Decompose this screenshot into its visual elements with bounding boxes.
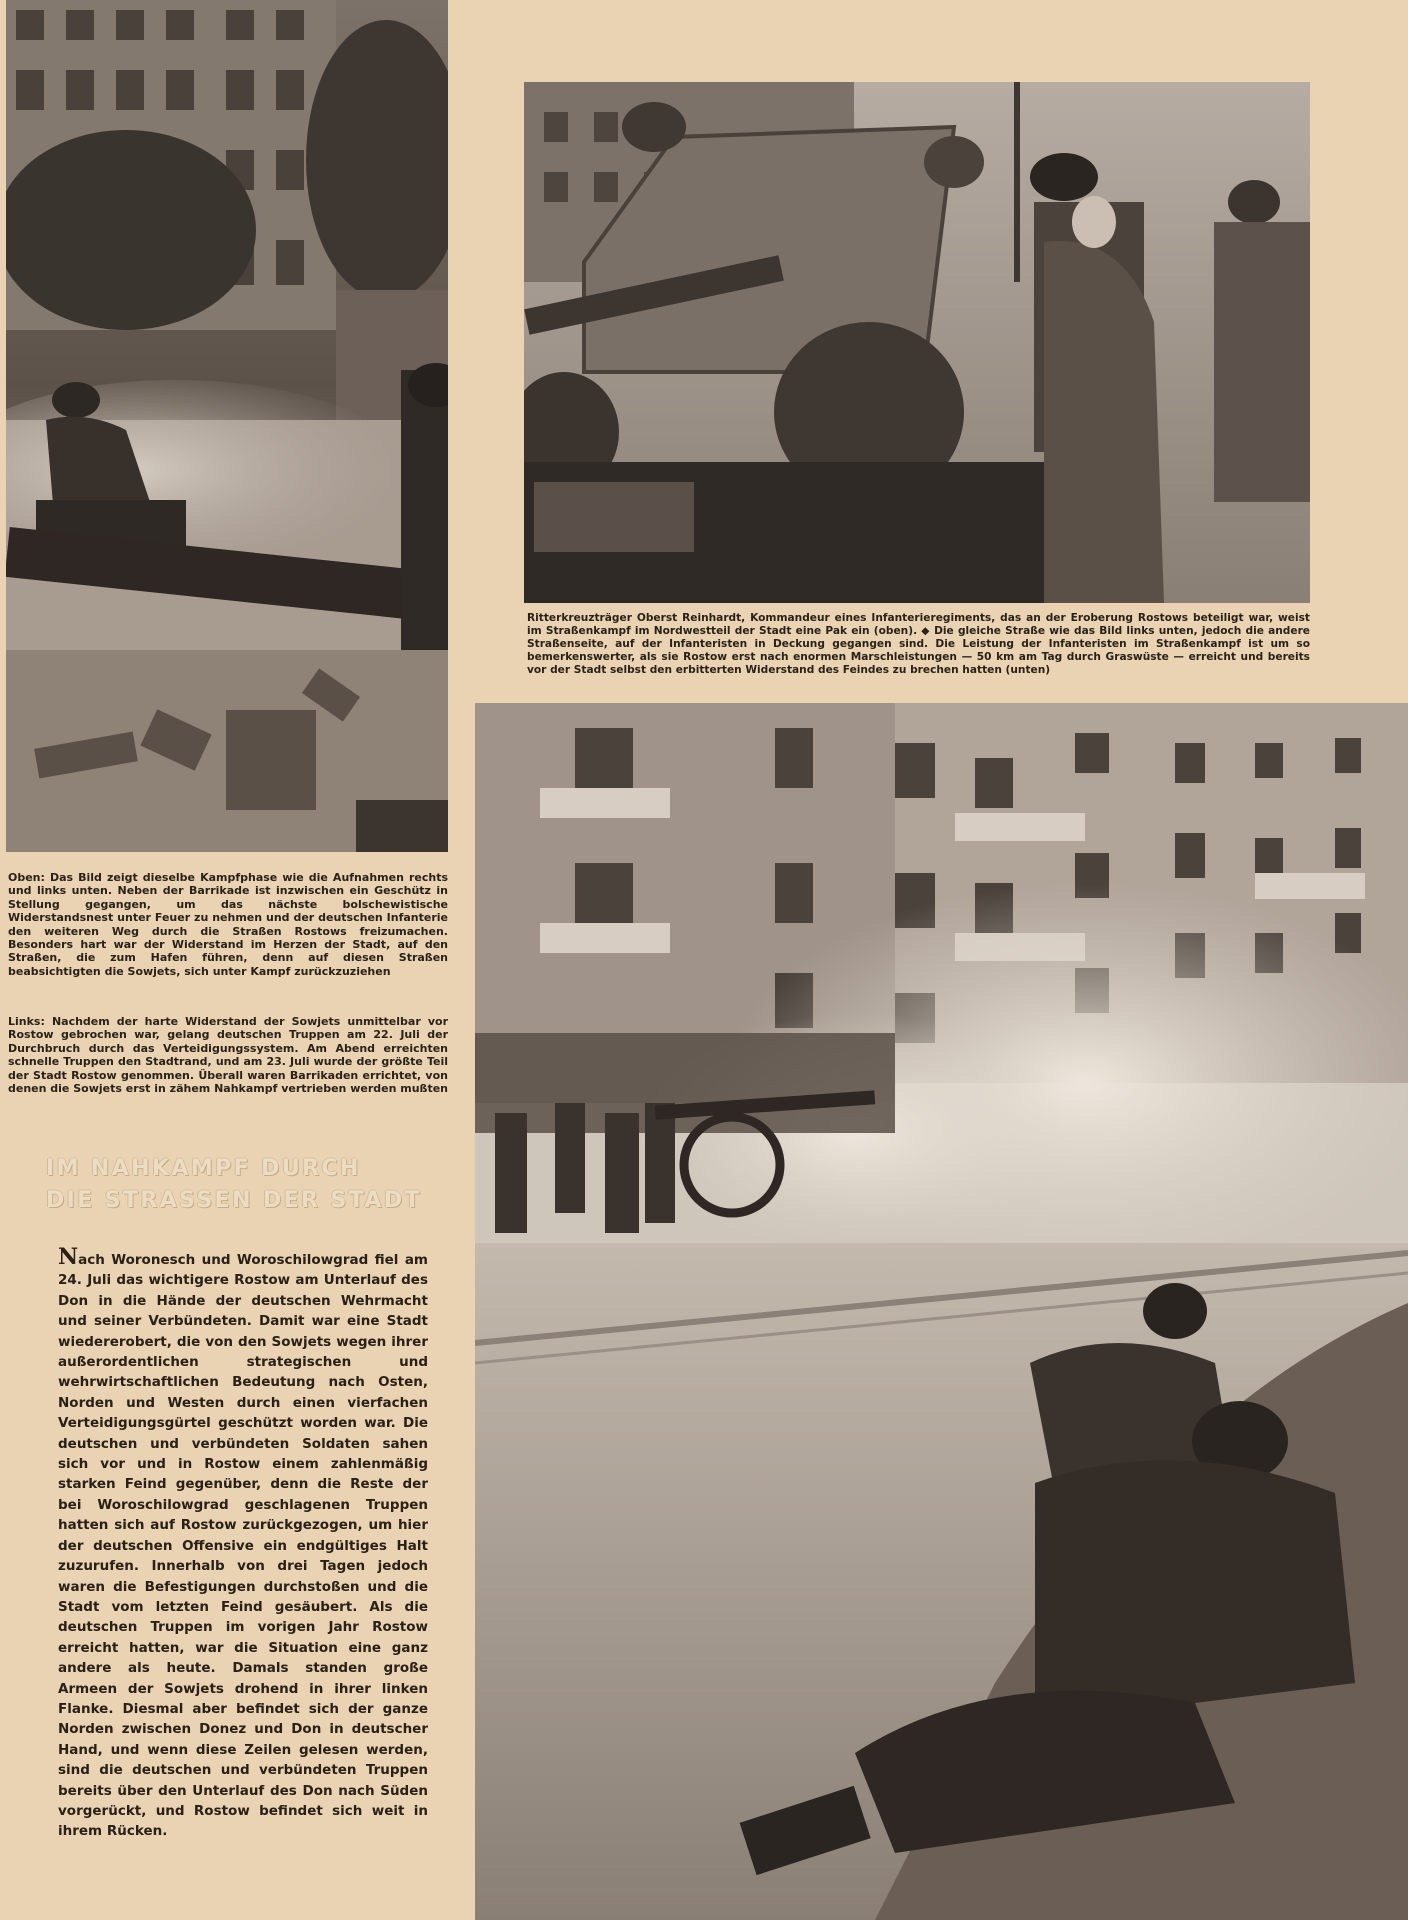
article-headline — [46, 1153, 446, 1217]
photo-barricade — [6, 0, 448, 852]
caption-oben: Oben: Das Bild zeigt dieselbe Kampfphase wie die Aufnahmen rechts und links unten. Neben der Barrikade ist inzwischen ein Geschütz in Stellung gegangen, um das nächste bolschewistische Widerstandsnest unter Feuer zu nehmen und der deutschen Infanterie den weiteren Weg durch die Straßen Rostows freizumachen. Besonders hart war der Widerstand im Herzen der Stadt, auf den Straßen, die zum Hafen führen, denn auf diesen Straßen beabsichtigten die Sowjets, sich unter Kampf zurückzuziehen — [8, 871, 448, 978]
article-body — [58, 1244, 428, 1842]
caption-top-right: Ritterkreuzträger Oberst Reinhardt, Kommandeur eines Infanterieregiments, das an der Eroberung Rostows beteiligt war, weist im Straßenkampf im Nordwestteil der Stadt eine Pak ein (oben). ◆ Die gleiche Straße wie das Bild links unten, jedoch die andere Straßenseite, auf der Infanteristen in Deckung gegangen sind. Die Leistung der Infanteristen im Straßenkampf ist um so bemerkenswerter, als sie Rostow erst nach enormen Marschleistungen — 50 km am Tag durch Graswüste — erreicht und bereits vor der Stadt selbst den erbitterten Widerstand des Feindes zu brechen hatten (unten) — [527, 612, 1310, 676]
article-text: ach Woronesch und Woroschilowgrad fiel am 24. Juli das wichtigere Rostow am Unterlauf des Don in die Hände der deutschen Wehrmacht und seiner Verbündeten. Damit war eine Stadt wiedererobert, die von den Sowjets wegen ihrer außerordentlichen strategischen und wehrwirtschaftlichen Bedeutung nach Osten, Norden und Westen durch einen vierfachen Verteidigungsgürtel geschützt worden war. Die deutschen und verbündeten Soldaten sahen sich vor und in Rostow einem zahlenmäßig starken Feind gegenüber, denn die Reste der bei Woroschilowgrad geschlagenen Truppen hatten sich auf Rostow zurückgezogen, um hier der deutschen Offensive ein endgültiges Halt zuzurufen. Innerhalb von drei Tagen jedoch waren die Befestigungen durchstoßen und die Stadt vom letzten Feind gesäubert. Als die deutschen Truppen im vorigen Jahr Rostow erreicht hatten, war die Situation eine ganz andere als heute. Damals standen große Armeen der Sowjets drohend in ihrer linken Flanke. Diesmal aber befindet sich der ganze Norden zwischen Donez und Don in deutscher Hand, und wenn diese Zeilen gelesen werden, sind die deutschen und verbündeten Truppen bereits über den Unterlauf des Don nach Süden vorgerückt, und Rostow befindet sich weit in ihrem Rücken. — [58, 1252, 428, 1840]
headline-line-1: IM NAHKAMPF DURCH — [46, 1156, 361, 1181]
photo-street-battle — [475, 703, 1408, 1920]
caption-links: Links: Nachdem der harte Widerstand der Sowjets unmittelbar vor Rostow gebrochen war, gelang deutschen Truppen am 22. Juli der Durchbruch durch das Verteidigungssystem. Am Abend erreichten schnelle Truppen den Stadtrand, und am 23. Juli wurde der größte Teil der Stadt Rostow genommen. Überall waren Barrikaden errichtet, von denen die Sowjets erst in zähem Nahkampf vertrieben werden mußten — [8, 1015, 448, 1096]
headline-line-2: DIE STRASSEN DER STADT — [46, 1188, 422, 1213]
photo-officer-pak — [524, 82, 1310, 603]
article-initial: N — [58, 1244, 79, 1270]
